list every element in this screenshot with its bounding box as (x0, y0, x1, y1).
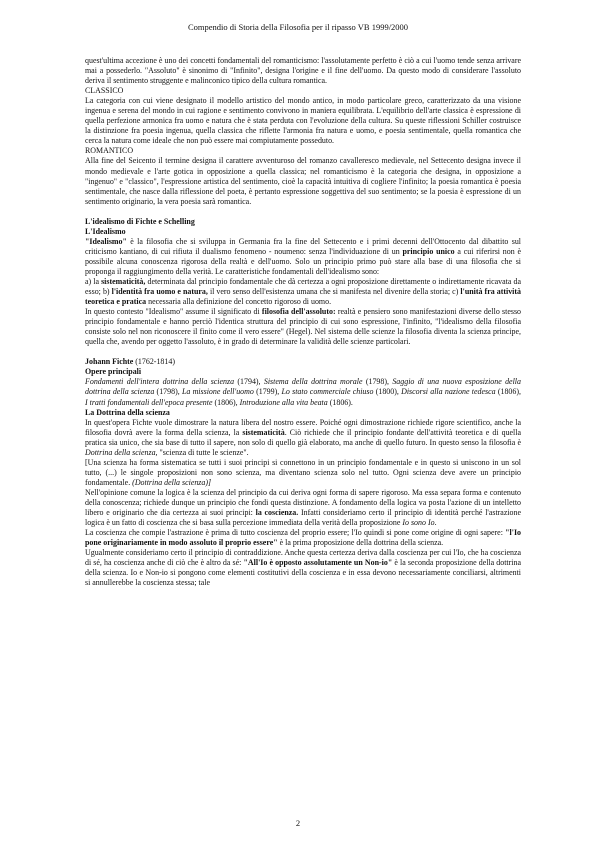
work-title: I tratti fondamentali dell'epoca presente (85, 397, 213, 407)
dottrina-paragraph-2 (85, 488, 521, 528)
term-io-sono-io: Io sono Io (402, 518, 435, 528)
work-year: (1806), (212, 397, 240, 407)
term-dottrina-scienza: Dottrina della scienza, (85, 447, 158, 457)
work-year: (1806). (327, 397, 353, 407)
text-run: è la seconda proposizione della dottrina della scienza. Io e Non-io si pongono come elementi costitutivi della coscienza e in essa devono necessariamente conciliarsi, altrimenti si annullerebbe la coscienza stessa; tale (85, 558, 521, 588)
romantico-label: ROMANTICO (85, 146, 134, 156)
works-heading: Opere principali (85, 367, 142, 377)
quote-paragraph (85, 458, 521, 488)
classico-label: CLASSICO (85, 86, 124, 96)
section-heading-idealismo: L'idealismo di Fichte e Schelling (85, 216, 195, 226)
text-run: determinata dal principio fondamentale che dà certezza a ogni proposizione direttamente o indirettamente ricavata da esso; b) (85, 276, 521, 297)
text-run: In questo contesto "Idealismo" assume il significato di (85, 307, 262, 317)
work-year: (1799), (253, 387, 282, 397)
page-header: Compendio di Storia della Filosofia per il ripasso VB 1999/2000 (187, 22, 409, 32)
works-list (85, 377, 521, 407)
term-sistematicita: sistematicità, (101, 276, 146, 286)
text-run: è la prima proposizione della dottrina della scienza. (277, 538, 444, 548)
fichte-heading (85, 357, 521, 367)
work-title: La missione dell'uomo (181, 387, 254, 397)
text-run: il vero senso dell'esistenza umana che si manifesta nel divenire della storia; c) (207, 287, 461, 297)
text-run: a) la (85, 276, 102, 286)
term-identita: l'identità fra uomo e natura, (111, 287, 208, 297)
work-title: Introduzione alla vita beata (239, 397, 328, 407)
romantico-paragraph: Alla fine del Seicento il termine designa il carattere avventuroso del romanzo cavalleresco medievale, nel Settecento designa invece il mondo medievale e l'arte gotica in opposizione a quella classica; nel romanticismo è la categoria che designa, in opposizione a "ingenuo" e "classico", l'espressione artistica del sentimento, cioè la capacità intuitiva di cogliere l'infinito; la poesia romantica è poesia sentimentale, che nasce dalla riflessione del poeta, è pertanto espressione soggettiva del suo sentimento; se la poesia è espressione di un sentimento originario, la vera poesia sarà romantica. (85, 156, 521, 206)
dottrina-paragraph-4 (85, 548, 521, 588)
text-run: La coscienza che compie l'astrazione è prima di tutto coscienza del proprio essere; l'Io quindi si pone come origine di ogni sapere: (85, 528, 506, 538)
term-io-pone: "l'Io pone originariamente in modo assoluto il proprio essere" (85, 528, 521, 548)
text-run: a cui riferirsi non è possibile alcuna conoscenza rigorosa della realtà e dell'uomo. Solo un principio primo può stare alla base di una filosofia che si proponga il raggiungimento della verità. Le caratteristiche fondamentali dell'idealismo sono: (85, 246, 521, 276)
term-coscienza: la coscienza. (255, 508, 299, 518)
work-year: (1798), (154, 387, 182, 397)
text-run: Infatti consideriamo certo il principio di identità perché l'astrazione logica è un fatto di coscienza che si basa sulla percezione immediata della verità della proposizione (85, 508, 522, 528)
term-sistematicita: sistematicità (242, 427, 285, 437)
term-non-io: "All'Io è opposto assolutamente un Non-io" (243, 558, 393, 568)
work-title: Saggio di una nuova esposizione della dottrina della scienza (85, 377, 521, 397)
page-content (85, 56, 521, 588)
work-year: (1794), (234, 377, 264, 387)
text-run: . Ciò richiede che il principio fondante dell'attività teoretica e di quella pratica sia unico, che sia base di tutto il sapere, non solo di quello già elaborato, ma anche di quello futuro. In questo senso la filosofia è (85, 427, 521, 447)
idealismo-paragraph-2 (85, 277, 521, 307)
dottrina-paragraph-3 (85, 528, 521, 548)
work-title: Sistema della dottrina morale (263, 377, 363, 387)
text-run: Ugualmente consideriamo certo il principio di contraddizione. Anche questa certezza deriva dalla coscienza per cui l'Io, che ha coscienza di sé, ha coscienza anche di ciò che è altro da sé: (85, 548, 521, 568)
term-principio-unico: principio unico (402, 246, 455, 256)
work-title: Fondamenti dell'intera dottrina della scienza (85, 377, 235, 387)
text-run: "scienza di tutte le scienze". (157, 447, 249, 457)
dottrina-paragraph-1 (85, 418, 521, 458)
idealismo-paragraph-3 (85, 307, 521, 347)
text-run: realtà e pensiero sono manifestazioni diverse dello stesso principio fondamentale e hanno perciò l'identica struttura del principio di cui sono espressione, l'infinito, "l'idealismo della filosofia consiste solo nel non riconoscere il finito come il vero essere" (Hegel). Nel sistema delle scienze la filosofia diventa la scienza principe, quella che, avendo per oggetto l'assoluto, è in grado di determinare la validità delle scienze particolari. (85, 307, 522, 347)
work-year: (1798), (362, 377, 393, 387)
subheading-idealismo: L'Idealismo (85, 226, 126, 236)
work-title: Lo stato commerciale chiuso (281, 387, 374, 397)
work-title: Discorsi alla nazione tedesca (401, 387, 496, 397)
work-year: (1800), (373, 387, 402, 397)
idealismo-paragraph-1 (85, 237, 521, 277)
term-filosofia-assoluto: filosofia dell'assoluto: (261, 307, 336, 317)
text-run: Nell'opinione comune la logica è la scienza del principio da cui deriva ogni forma di sapere rigoroso. Ma essa separa forma e contenuto della conoscenza; richiede dunque un principio che fondi questa distinzione. A fondamento della logica va posta l'azione di un intelletto libero e originario che dia certezza ai suoi principi: (85, 487, 521, 518)
text-run: [Una scienza ha forma sistematica se tutti i suoi principi si connettono in un principio fondamentale e in questo si uniscono in un sol tutto, (...) le singole proposizioni non sono scienza, ma diventano scienza solo nel tutto. Ogni scienza deve avere un principio fondamentale. (85, 457, 521, 487)
dottrina-heading: La Dottrina della scienza (85, 407, 170, 417)
intro-paragraph: quest'ultima accezione è uno dei concetti fondamentali del romanticismo: l'assolutamente perfetto è ciò a cui l'uomo tende senza arrivare mai a possederlo. "Assoluto" è sinonimo di "Infinito", designa l'origine e il fine dell'uomo. Da questo modo di considerare l'assoluto deriva il sentimento struggente e malinconico tipico della cultura romantica. (85, 56, 521, 86)
term-idealismo: "Idealismo" (85, 236, 127, 246)
text-run: necessaria alla definizione del concetto rigoroso di uomo. (146, 297, 332, 307)
text-run: è la filosofia che si sviluppa in Germania fra la fine del Settecento e i primi decenni dell'Ottocento dal dibattito sul criticismo kantiano, di cui rifiuta il dualismo fenomeno - noumeno: senza l'individuazione di un (85, 236, 521, 256)
text-run: . (434, 518, 437, 528)
quote-source: (Dottrina della scienza)] (132, 477, 212, 487)
classico-paragraph: La categoria con cui viene designato il modello artistico del mondo antico, in modo particolare greco, caratterizzato da una visione ingenua e serena del mondo in cui ragione e sentimento convivono in maniera equilibrata. L'equilibrio dell'arte classica è espressione di quella perfezione armonica fra uomo e natura che è stata perduta con l'evoluzione della cultura. Su queste riflessioni Schiller costruisce la distinzione fra poesia ingenua, quella classica che riflette l'armonia fra natura e uomo, e poesia sentimentale, quella romantica che cerca la natura come ideale che non può essere mai compiutamente posseduto. (85, 96, 521, 146)
work-year: (1806), (495, 387, 521, 397)
fichte-dates: (1762-1814) (133, 357, 175, 367)
term-unita: l'unità fra attività teoretica e pratica (85, 287, 521, 307)
page-number: 2 (295, 818, 301, 828)
text-run: In quest'opera Fichte vuole dimostrare la natura libera del nostro essere. Poiché ogni dimostrazione richiede rigore scientifico, anche la filosofia dovrà avere la forma della scienza, la (85, 417, 521, 437)
fichte-name: Johann Fichte (85, 357, 134, 367)
